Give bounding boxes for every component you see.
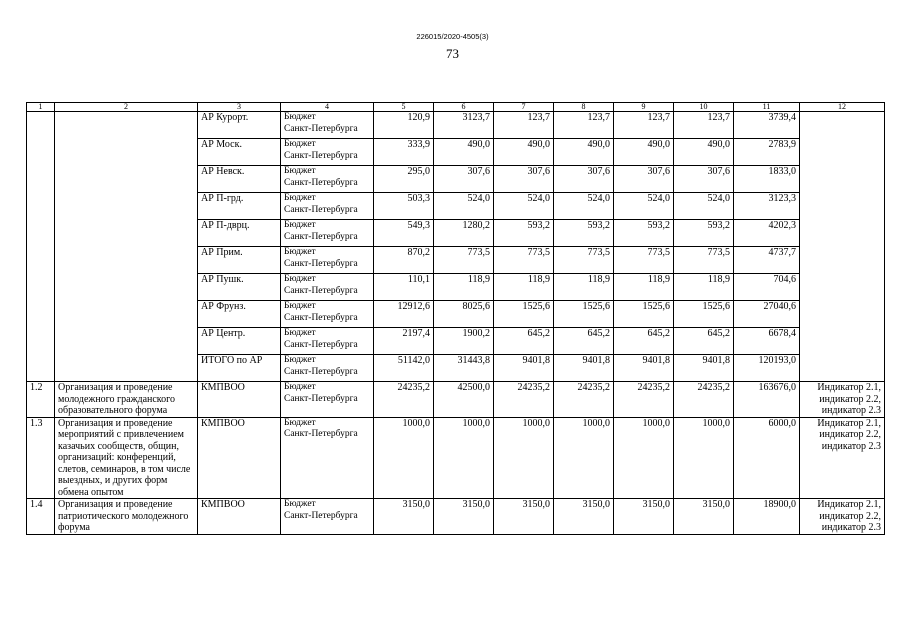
activity-name-cell: Организация и проведение патриотического молодежного форума <box>55 499 198 535</box>
value-cell: 490,0 <box>554 139 614 166</box>
value-cell: 9401,8 <box>554 355 614 382</box>
value-cell: 3123,7 <box>434 112 494 139</box>
value-cell: 870,2 <box>374 247 434 274</box>
funding-source-cell <box>281 247 374 274</box>
funding-source-cell <box>281 355 374 382</box>
column-header: 2 <box>55 103 198 112</box>
value-cell: 307,6 <box>674 166 734 193</box>
funding-line: Бюджет <box>284 274 316 284</box>
value-cell: 3150,0 <box>434 499 494 535</box>
value-cell: 51142,0 <box>374 355 434 382</box>
value-cell: 24235,2 <box>554 382 614 418</box>
value-cell: 645,2 <box>554 328 614 355</box>
funding-line: Бюджет <box>284 166 316 176</box>
funding-line: Бюджет <box>284 355 316 365</box>
value-cell: 3150,0 <box>674 499 734 535</box>
funding-line: Бюджет <box>284 382 316 392</box>
funding-line: Санкт-Петербурга <box>284 231 358 242</box>
executor-cell: АР Центр. <box>198 328 281 355</box>
value-cell: 4202,3 <box>734 220 800 247</box>
value-cell: 110,1 <box>374 274 434 301</box>
value-cell: 27040,6 <box>734 301 800 328</box>
funding-line: Санкт-Петербурга <box>284 510 358 521</box>
funding-line: Бюджет <box>284 112 316 122</box>
column-header: 11 <box>734 103 800 112</box>
value-cell: 1000,0 <box>434 417 494 499</box>
funding-line: Бюджет <box>284 417 316 428</box>
row-number-cell: 1.4 <box>27 499 55 535</box>
value-cell: 773,5 <box>614 247 674 274</box>
indicator-line: индикатор 2.3 <box>821 405 881 416</box>
value-cell: 295,0 <box>374 166 434 193</box>
funding-source-cell <box>281 328 374 355</box>
funding-source-cell <box>281 301 374 328</box>
indicator-line: индикатор 2.2, <box>819 393 881 405</box>
value-cell: 24235,2 <box>494 382 554 418</box>
funding-source-cell <box>281 220 374 247</box>
column-header: 12 <box>800 103 885 112</box>
value-cell: 4737,7 <box>734 247 800 274</box>
executor-cell: АР Фрунз. <box>198 301 281 328</box>
column-header: 7 <box>494 103 554 112</box>
funding-source-cell <box>281 166 374 193</box>
value-cell: 645,2 <box>614 328 674 355</box>
activity-name-cell: Организация и проведение мероприятий с привлечением казачьих сообществ, общин, организаций: конференций, слетов, семинаров, в том числе выездных, и других форм обмена опытом <box>55 417 198 499</box>
executor-cell: КМПВОО <box>198 417 281 499</box>
value-cell: 12912,6 <box>374 301 434 328</box>
value-cell: 3150,0 <box>374 499 434 535</box>
funding-line: Бюджет <box>284 220 316 230</box>
value-cell: 524,0 <box>554 193 614 220</box>
value-cell: 1525,6 <box>674 301 734 328</box>
funding-line: Санкт-Петербурга <box>284 258 358 269</box>
value-cell: 120193,0 <box>734 355 800 382</box>
executor-cell: АР П-грд. <box>198 193 281 220</box>
column-header: 6 <box>434 103 494 112</box>
row-number-cell: 1.3 <box>27 417 55 499</box>
value-cell: 2783,9 <box>734 139 800 166</box>
value-cell: 307,6 <box>614 166 674 193</box>
executor-cell: ИТОГО по АР <box>198 355 281 382</box>
value-cell: 1000,0 <box>494 417 554 499</box>
value-cell: 6000,0 <box>734 417 800 499</box>
indicator-line: индикатор 2.2, <box>819 429 881 440</box>
value-cell: 773,5 <box>494 247 554 274</box>
value-cell: 123,7 <box>674 112 734 139</box>
value-cell: 3123,3 <box>734 193 800 220</box>
indicator-line: Индикатор 2.1, <box>817 417 881 429</box>
value-cell: 1833,0 <box>734 166 800 193</box>
value-cell: 9401,8 <box>674 355 734 382</box>
value-cell: 118,9 <box>554 274 614 301</box>
column-header: 9 <box>614 103 674 112</box>
value-cell: 123,7 <box>614 112 674 139</box>
value-cell: 307,6 <box>434 166 494 193</box>
value-cell: 490,0 <box>614 139 674 166</box>
activity-name-cell <box>55 112 198 382</box>
funding-line: Бюджет <box>284 301 316 311</box>
row-number-cell <box>27 112 55 382</box>
table-body <box>27 112 885 535</box>
indicator-cell <box>800 499 885 535</box>
value-cell: 3150,0 <box>494 499 554 535</box>
funding-source-cell <box>281 499 374 535</box>
value-cell: 593,2 <box>614 220 674 247</box>
row-number-cell: 1.2 <box>27 382 55 418</box>
funding-source-cell <box>281 139 374 166</box>
value-cell: 1000,0 <box>674 417 734 499</box>
value-cell: 3150,0 <box>554 499 614 535</box>
executor-cell: АР Моск. <box>198 139 281 166</box>
value-cell: 645,2 <box>494 328 554 355</box>
indicator-cell <box>800 417 885 499</box>
value-cell: 307,6 <box>494 166 554 193</box>
funding-source-cell <box>281 382 374 418</box>
value-cell: 1280,2 <box>434 220 494 247</box>
indicator-line: Индикатор 2.1, <box>817 382 881 393</box>
funding-line: Санкт-Петербурга <box>284 150 358 161</box>
value-cell: 120,9 <box>374 112 434 139</box>
value-cell: 163676,0 <box>734 382 800 418</box>
funding-line: Бюджет <box>284 499 316 509</box>
value-cell: 593,2 <box>674 220 734 247</box>
value-cell: 6678,4 <box>734 328 800 355</box>
value-cell: 18900,0 <box>734 499 800 535</box>
value-cell: 524,0 <box>614 193 674 220</box>
value-cell: 123,7 <box>554 112 614 139</box>
indicator-cell <box>800 382 885 418</box>
value-cell: 31443,8 <box>434 355 494 382</box>
executor-cell: АР Прим. <box>198 247 281 274</box>
page-number: 73 <box>446 46 459 61</box>
funding-line: Санкт-Петербурга <box>284 123 358 134</box>
value-cell: 123,7 <box>494 112 554 139</box>
funding-line: Санкт-Петербурга <box>284 177 358 188</box>
indicator-line: Индикатор 2.1, <box>817 499 881 510</box>
value-cell: 1000,0 <box>554 417 614 499</box>
column-header: 5 <box>374 103 434 112</box>
executor-cell: АР Пушк. <box>198 274 281 301</box>
funding-source-cell <box>281 274 374 301</box>
value-cell: 490,0 <box>674 139 734 166</box>
value-cell: 524,0 <box>674 193 734 220</box>
value-cell: 8025,6 <box>434 301 494 328</box>
budget-table <box>26 102 885 535</box>
funding-line: Санкт-Петербурга <box>284 366 358 377</box>
value-cell: 118,9 <box>614 274 674 301</box>
value-cell: 9401,8 <box>494 355 554 382</box>
funding-line: Бюджет <box>284 139 316 149</box>
value-cell: 42500,0 <box>434 382 494 418</box>
funding-line: Санкт-Петербурга <box>284 339 358 350</box>
funding-line: Бюджет <box>284 247 316 257</box>
value-cell: 2197,4 <box>374 328 434 355</box>
value-cell: 1000,0 <box>374 417 434 499</box>
table-row <box>27 499 885 535</box>
value-cell: 490,0 <box>434 139 494 166</box>
value-cell: 24235,2 <box>674 382 734 418</box>
executor-cell: КМПВОО <box>198 499 281 535</box>
value-cell: 1900,2 <box>434 328 494 355</box>
column-number-row <box>27 103 885 112</box>
value-cell: 773,5 <box>434 247 494 274</box>
funding-line: Бюджет <box>284 193 316 203</box>
funding-line: Бюджет <box>284 328 316 338</box>
funding-line: Санкт-Петербурга <box>284 285 358 296</box>
indicator-line: индикатор 2.3 <box>821 522 881 533</box>
value-cell: 307,6 <box>554 166 614 193</box>
funding-line: Санкт-Петербурга <box>284 312 358 323</box>
column-header: 3 <box>198 103 281 112</box>
value-cell: 24235,2 <box>614 382 674 418</box>
funding-line: Санкт-Петербурга <box>284 429 358 439</box>
executor-cell: КМПВОО <box>198 382 281 418</box>
value-cell: 118,9 <box>494 274 554 301</box>
funding-source-cell <box>281 417 374 499</box>
indicator-line: индикатор 2.3 <box>821 440 881 452</box>
executor-cell: АР Невск. <box>198 166 281 193</box>
funding-source-cell <box>281 112 374 139</box>
executor-cell: АР П-дврц. <box>198 220 281 247</box>
value-cell: 9401,8 <box>614 355 674 382</box>
value-cell: 524,0 <box>434 193 494 220</box>
column-header: 1 <box>27 103 55 112</box>
table-row <box>27 417 885 499</box>
value-cell: 773,5 <box>674 247 734 274</box>
funding-line: Санкт-Петербурга <box>284 204 358 215</box>
column-header: 4 <box>281 103 374 112</box>
value-cell: 645,2 <box>674 328 734 355</box>
value-cell: 593,2 <box>554 220 614 247</box>
value-cell: 3739,4 <box>734 112 800 139</box>
funding-line: Санкт-Петербурга <box>284 393 358 404</box>
value-cell: 24235,2 <box>374 382 434 418</box>
funding-source-cell <box>281 193 374 220</box>
value-cell: 118,9 <box>434 274 494 301</box>
value-cell: 704,6 <box>734 274 800 301</box>
table-row <box>27 382 885 418</box>
value-cell: 773,5 <box>554 247 614 274</box>
indicator-cell <box>800 112 885 382</box>
value-cell: 524,0 <box>494 193 554 220</box>
activity-name-cell: Организация и проведение молодежного гражданского образовательного форума <box>55 382 198 418</box>
value-cell: 3150,0 <box>614 499 674 535</box>
value-cell: 1000,0 <box>614 417 674 499</box>
executor-cell: АР Курорт. <box>198 112 281 139</box>
value-cell: 1525,6 <box>614 301 674 328</box>
value-cell: 1525,6 <box>494 301 554 328</box>
column-header: 8 <box>554 103 614 112</box>
value-cell: 118,9 <box>674 274 734 301</box>
value-cell: 503,3 <box>374 193 434 220</box>
value-cell: 549,3 <box>374 220 434 247</box>
document-registration-number: 226015/2020-4505(3) <box>416 32 489 41</box>
value-cell: 1525,6 <box>554 301 614 328</box>
table-row <box>27 112 885 139</box>
value-cell: 333,9 <box>374 139 434 166</box>
indicator-line: индикатор 2.2, <box>819 510 881 522</box>
value-cell: 490,0 <box>494 139 554 166</box>
value-cell: 593,2 <box>494 220 554 247</box>
column-header: 10 <box>674 103 734 112</box>
